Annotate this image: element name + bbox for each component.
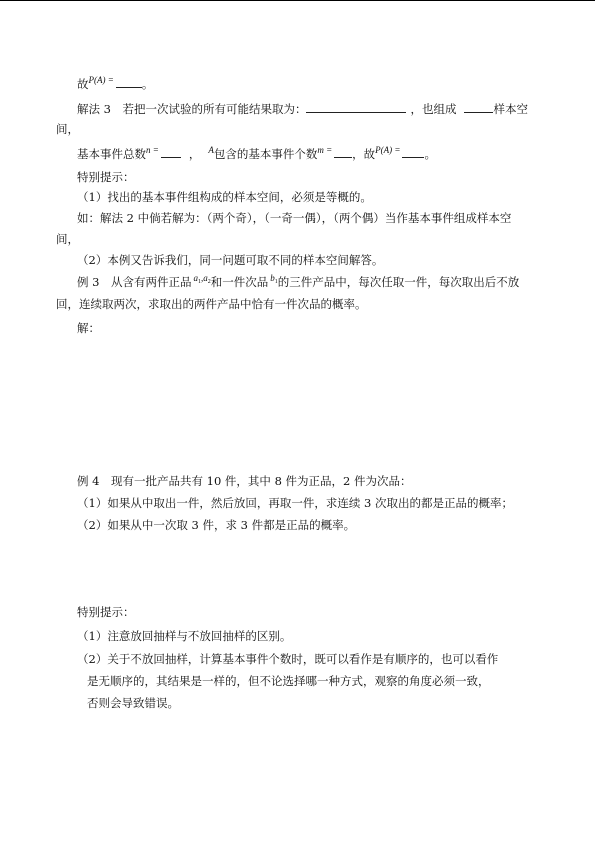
contains-label: 包含的基本事件个数	[213, 147, 318, 161]
var-a: a	[203, 273, 208, 283]
formula-b1	[270, 273, 278, 283]
special-tip-heading-2	[77, 605, 135, 619]
formula-m: m =	[317, 145, 333, 155]
p-blank[interactable]	[402, 147, 424, 158]
subscript-2: 2	[207, 279, 211, 285]
line-text: （1）找出的基本事件组构成的样本空间，必须是等概的。	[77, 190, 372, 204]
line-text: 间，	[56, 232, 79, 246]
formula-p-a: P(A) =	[88, 75, 114, 85]
line-text: （2）本例又告诉我们，同一问题可取不同的样本空间解答。	[77, 253, 384, 267]
method3-line-cont	[56, 122, 79, 136]
example-3-text: 例 3 从含有两件正品	[77, 275, 192, 289]
page-top-border	[0, 0, 595, 1]
formula-a: A	[208, 145, 214, 155]
line-text: 解：	[77, 321, 100, 335]
method3-text-2: ，也组成	[410, 102, 457, 116]
outcomes-blank[interactable]	[306, 102, 406, 113]
line-text: 回，连续取两次，求取出的两件产品中恰有一件次品的概率。	[56, 297, 367, 311]
example-note-cont	[56, 232, 79, 246]
line-text: （2）关于不放回抽样，计算基本事件个数时，既可以看作是有顺序的，也可以看作	[77, 652, 499, 666]
tip-2-2	[77, 652, 498, 666]
conclusion-line	[77, 77, 153, 92]
tip-1	[77, 190, 372, 204]
line-text: 如：解法 2 中倘若解为：（两个奇），（一奇一偶），（两个偶）当作基本事件组成样本空	[77, 211, 512, 225]
line-text: 特别提示：	[77, 170, 135, 184]
period: 。	[424, 147, 436, 161]
line-text: 是无顺序的，其结果是一样的，但不论选择哪一种方式，观察的角度必须一致，	[87, 674, 490, 688]
special-tip-heading	[77, 170, 135, 184]
line-text: 否则会导致错误。	[87, 696, 179, 710]
basic-events-line	[77, 147, 436, 162]
n-blank[interactable]	[161, 147, 181, 158]
tip-2-1	[77, 629, 291, 643]
subscript-1: 1	[197, 279, 201, 285]
solution-label	[77, 321, 100, 335]
total-events-label: 基本事件总数	[77, 147, 146, 161]
tip-2-2-cont-2	[87, 696, 179, 710]
example-note	[77, 211, 511, 225]
line-text: （1）注意放回抽样与不放回抽样的区别。	[77, 629, 292, 643]
example-3-line	[77, 275, 519, 292]
line-text: 特别提示：	[77, 605, 135, 619]
example-3-text-2: 和一件次品	[210, 275, 269, 289]
method3-line	[77, 102, 528, 116]
var-a: a	[193, 273, 198, 283]
example-3-text-3: 的三件产品中，每次任取一件，每次取出后不放	[277, 275, 520, 289]
m-blank[interactable]	[334, 147, 352, 158]
example-3-line-cont	[56, 297, 367, 311]
comma: ,	[200, 273, 204, 283]
sample-space-blank[interactable]	[464, 102, 493, 113]
answer-blank[interactable]	[116, 77, 142, 88]
method3-text-3: 样本空	[493, 102, 528, 116]
subscript-1: 1	[274, 279, 278, 285]
line-text: 间，	[56, 122, 79, 136]
example-4-q2	[77, 518, 355, 532]
tip-2-2-cont	[87, 674, 490, 688]
line-text: （2）如果从中一次取 3 件，求 3 件都是正品的概率。	[77, 518, 356, 532]
line-text: （1）如果从中取出一件，然后放回，再取一件，求连续 3 次取出的都是正品的概率；	[77, 496, 513, 510]
formula-n: n =	[146, 145, 159, 155]
example-4-line	[77, 474, 412, 488]
period: 。	[141, 77, 154, 91]
line-text: 例 4 现有一批产品共有 10 件，其中 8 件为正品，2 件为次品：	[77, 474, 412, 488]
method3-text: 解法 3 若把一次试验的所有可能结果取为：	[77, 102, 307, 116]
tip-2	[77, 253, 383, 267]
example-4-q1	[77, 496, 513, 510]
formula-a1-a2	[193, 273, 210, 283]
therefore-label: ，故	[352, 147, 376, 161]
formula-p-a-2: P(A) =	[375, 145, 401, 155]
text-gu: 故	[77, 77, 89, 91]
comma: ，	[188, 147, 201, 161]
var-b: b	[270, 273, 275, 283]
